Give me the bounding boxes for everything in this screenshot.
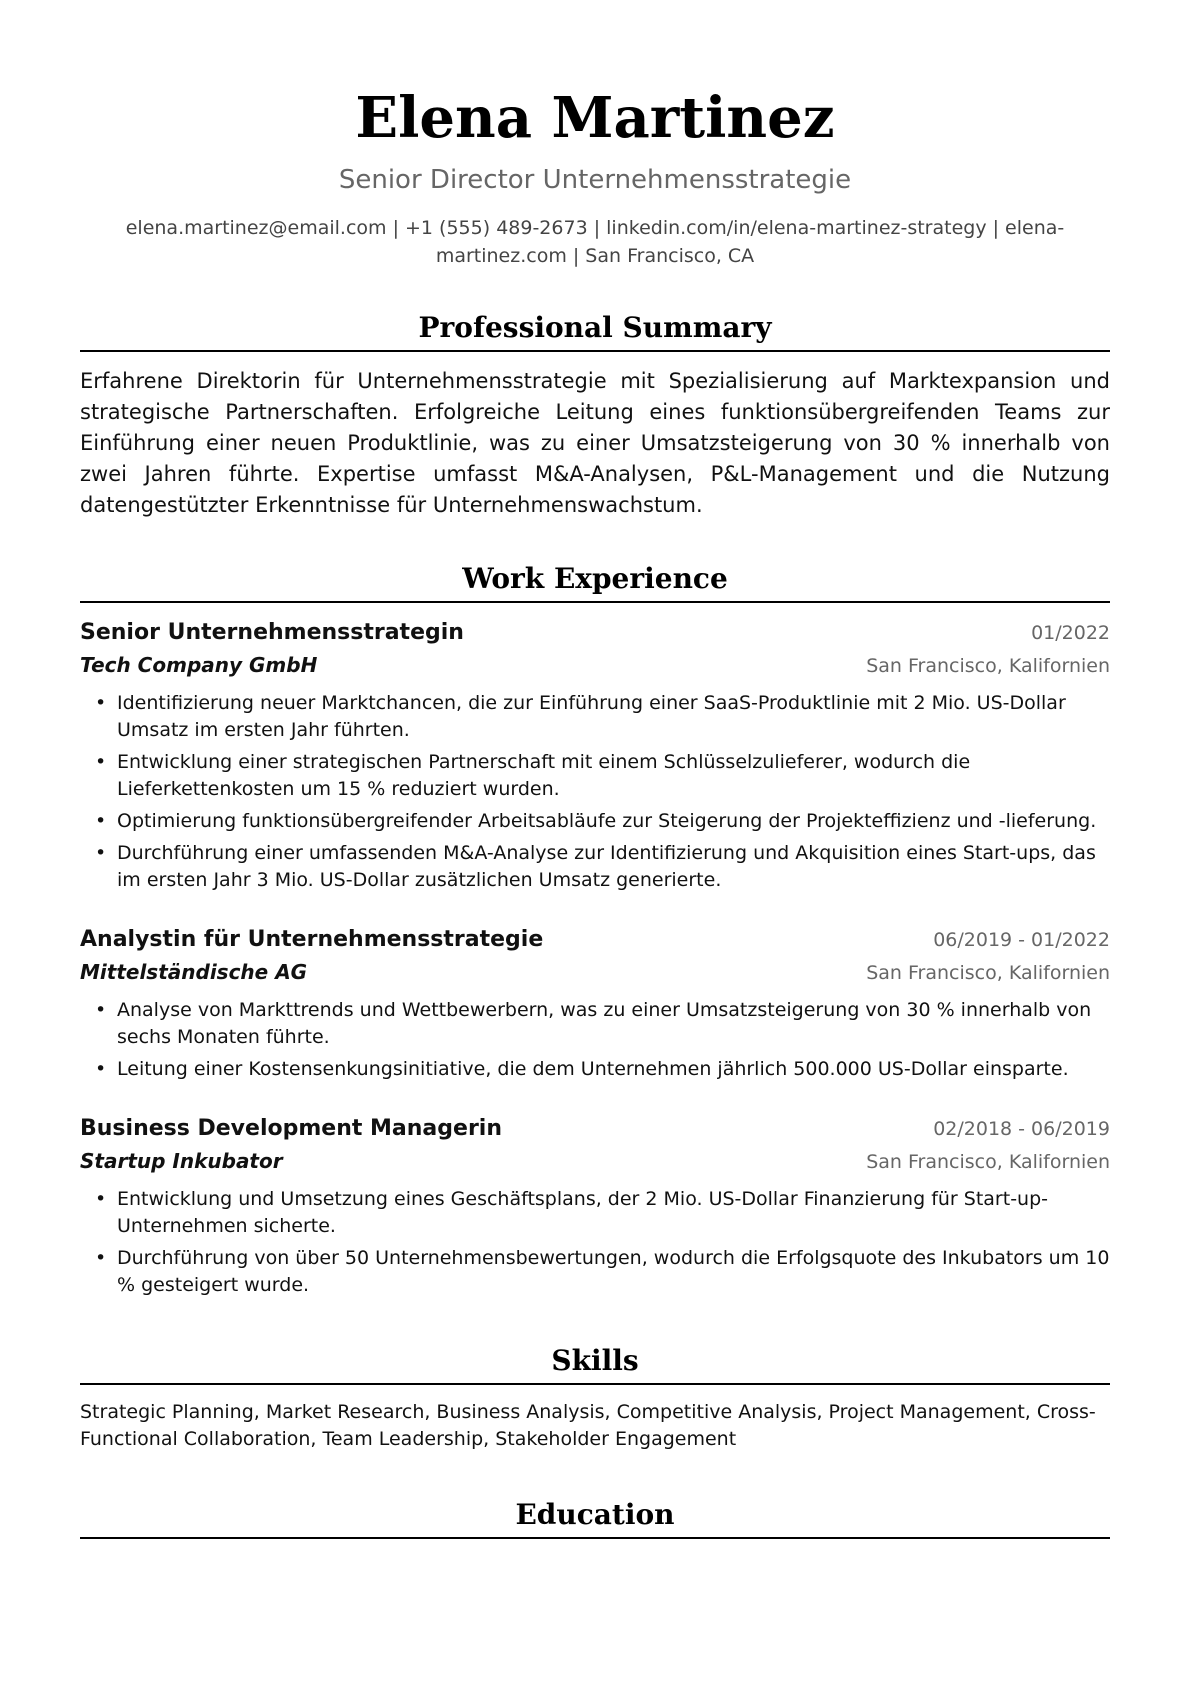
job-title: Analystin für Unternehmensstrategie — [80, 927, 544, 952]
job-location: San Francisco, Kalifornien — [866, 655, 1110, 677]
candidate-headline: Senior Director Unternehmensstrategie — [338, 165, 852, 195]
job-entry — [80, 924, 1110, 1083]
company-name: Tech Company GmbH — [80, 653, 318, 677]
job-bullet-list — [80, 997, 1110, 1083]
job-entry — [80, 617, 1110, 894]
job-dates: 02/2018 - 06/2019 — [933, 1118, 1110, 1140]
company-name: Startup Inkubator — [80, 1149, 283, 1173]
job-bullet: • Analyse von Markttrends und Wettbewerbern, was zu einer Umsatzsteigerung von 30 % innerhalb von sechs Monaten führte. — [95, 999, 1092, 1048]
job-location: San Francisco, Kalifornien — [866, 1151, 1110, 1173]
job-bullet: • Entwicklung einer strategischen Partnerschaft mit einem Schlüsselzulieferer, wodurch die Lieferkettenkosten um 15 % reduziert wurden. — [95, 751, 971, 800]
skills-list: Strategic Planning, Market Research, Business Analysis, Competitive Analysis, Project Management, Cross-Functional Collaboration, Team Leadership, Stakeholder Engagement — [80, 1401, 1096, 1450]
job-bullet: • Entwicklung und Umsetzung eines Geschäftsplans, der 2 Mio. US-Dollar Finanzierung für Start-up-Unternehmen sicherte. — [95, 1188, 1049, 1237]
summary-section — [80, 310, 1110, 521]
skills-heading: Skills — [80, 1343, 1110, 1385]
job-bullet: • Optimierung funktionsübergreifender Arbeitsabläufe zur Steigerung der Projekteffizienz und -lieferung. — [95, 810, 1097, 832]
contact-info: elena.martinez@email.com | +1 (555) 489-2673 | linkedin.com/in/elena-martinez-strategy | elena-martinez.com | San Francisco, CA — [125, 217, 1065, 267]
job-dates: 06/2019 - 01/2022 — [933, 929, 1110, 951]
candidate-name: Elena Martinez — [355, 85, 835, 151]
job-bullet: • Durchführung von über 50 Unternehmensbewertungen, wodurch die Erfolgsquote des Inkubators um 10 % gesteigert wurde. — [95, 1247, 1110, 1296]
job-bullet-list — [80, 690, 1110, 894]
education-section — [80, 1497, 1110, 1539]
job-bullet-list — [80, 1186, 1110, 1299]
job-bullet: • Leitung einer Kostensenkungsinitiative, die dem Unternehmen jährlich 500.000 US-Dollar einsparte. — [95, 1058, 1069, 1080]
job-location: San Francisco, Kalifornien — [866, 962, 1110, 984]
experience-section — [80, 561, 1110, 1299]
skills-section — [80, 1343, 1110, 1453]
summary-text: Erfahrene Direktorin für Unternehmensstrategie mit Spezialisierung auf Marktexpansion und strategische Partnerschaften. Erfolgreiche Leitung eines funktionsübergreifenden Teams zur Einführung einer neuen Produktlinie, was zu einer Umsatzsteigerung von 30 % innerhalb von zwei Jahren führte. Expertise umfasst M&A-Analysen, P&L-Management und die Nutzung datengestützter Erkenntnisse für Unternehmenswachstum. — [80, 369, 1110, 517]
resume-header — [0, 0, 1190, 270]
job-dates: 01/2022 — [1031, 622, 1110, 644]
job-entry — [80, 1113, 1110, 1299]
job-bullet: • Durchführung einer umfassenden M&A-Analyse zur Identifizierung und Akquisition eines Start-ups, das im ersten Jahr 3 Mio. US-Dollar zusätzlichen Umsatz generierte. — [95, 842, 1096, 891]
education-heading: Education — [80, 1497, 1110, 1539]
job-bullet: • Identifizierung neuer Marktchancen, die zur Einführung einer SaaS-Produktlinie mit 2 Mio. US-Dollar Umsatz im ersten Jahr führten. — [95, 692, 1066, 741]
company-name: Mittelständische AG — [80, 960, 308, 984]
summary-heading: Professional Summary — [80, 310, 1110, 352]
job-title: Senior Unternehmensstrategin — [80, 620, 464, 645]
job-title: Business Development Managerin — [80, 1116, 502, 1141]
experience-heading: Work Experience — [80, 561, 1110, 603]
